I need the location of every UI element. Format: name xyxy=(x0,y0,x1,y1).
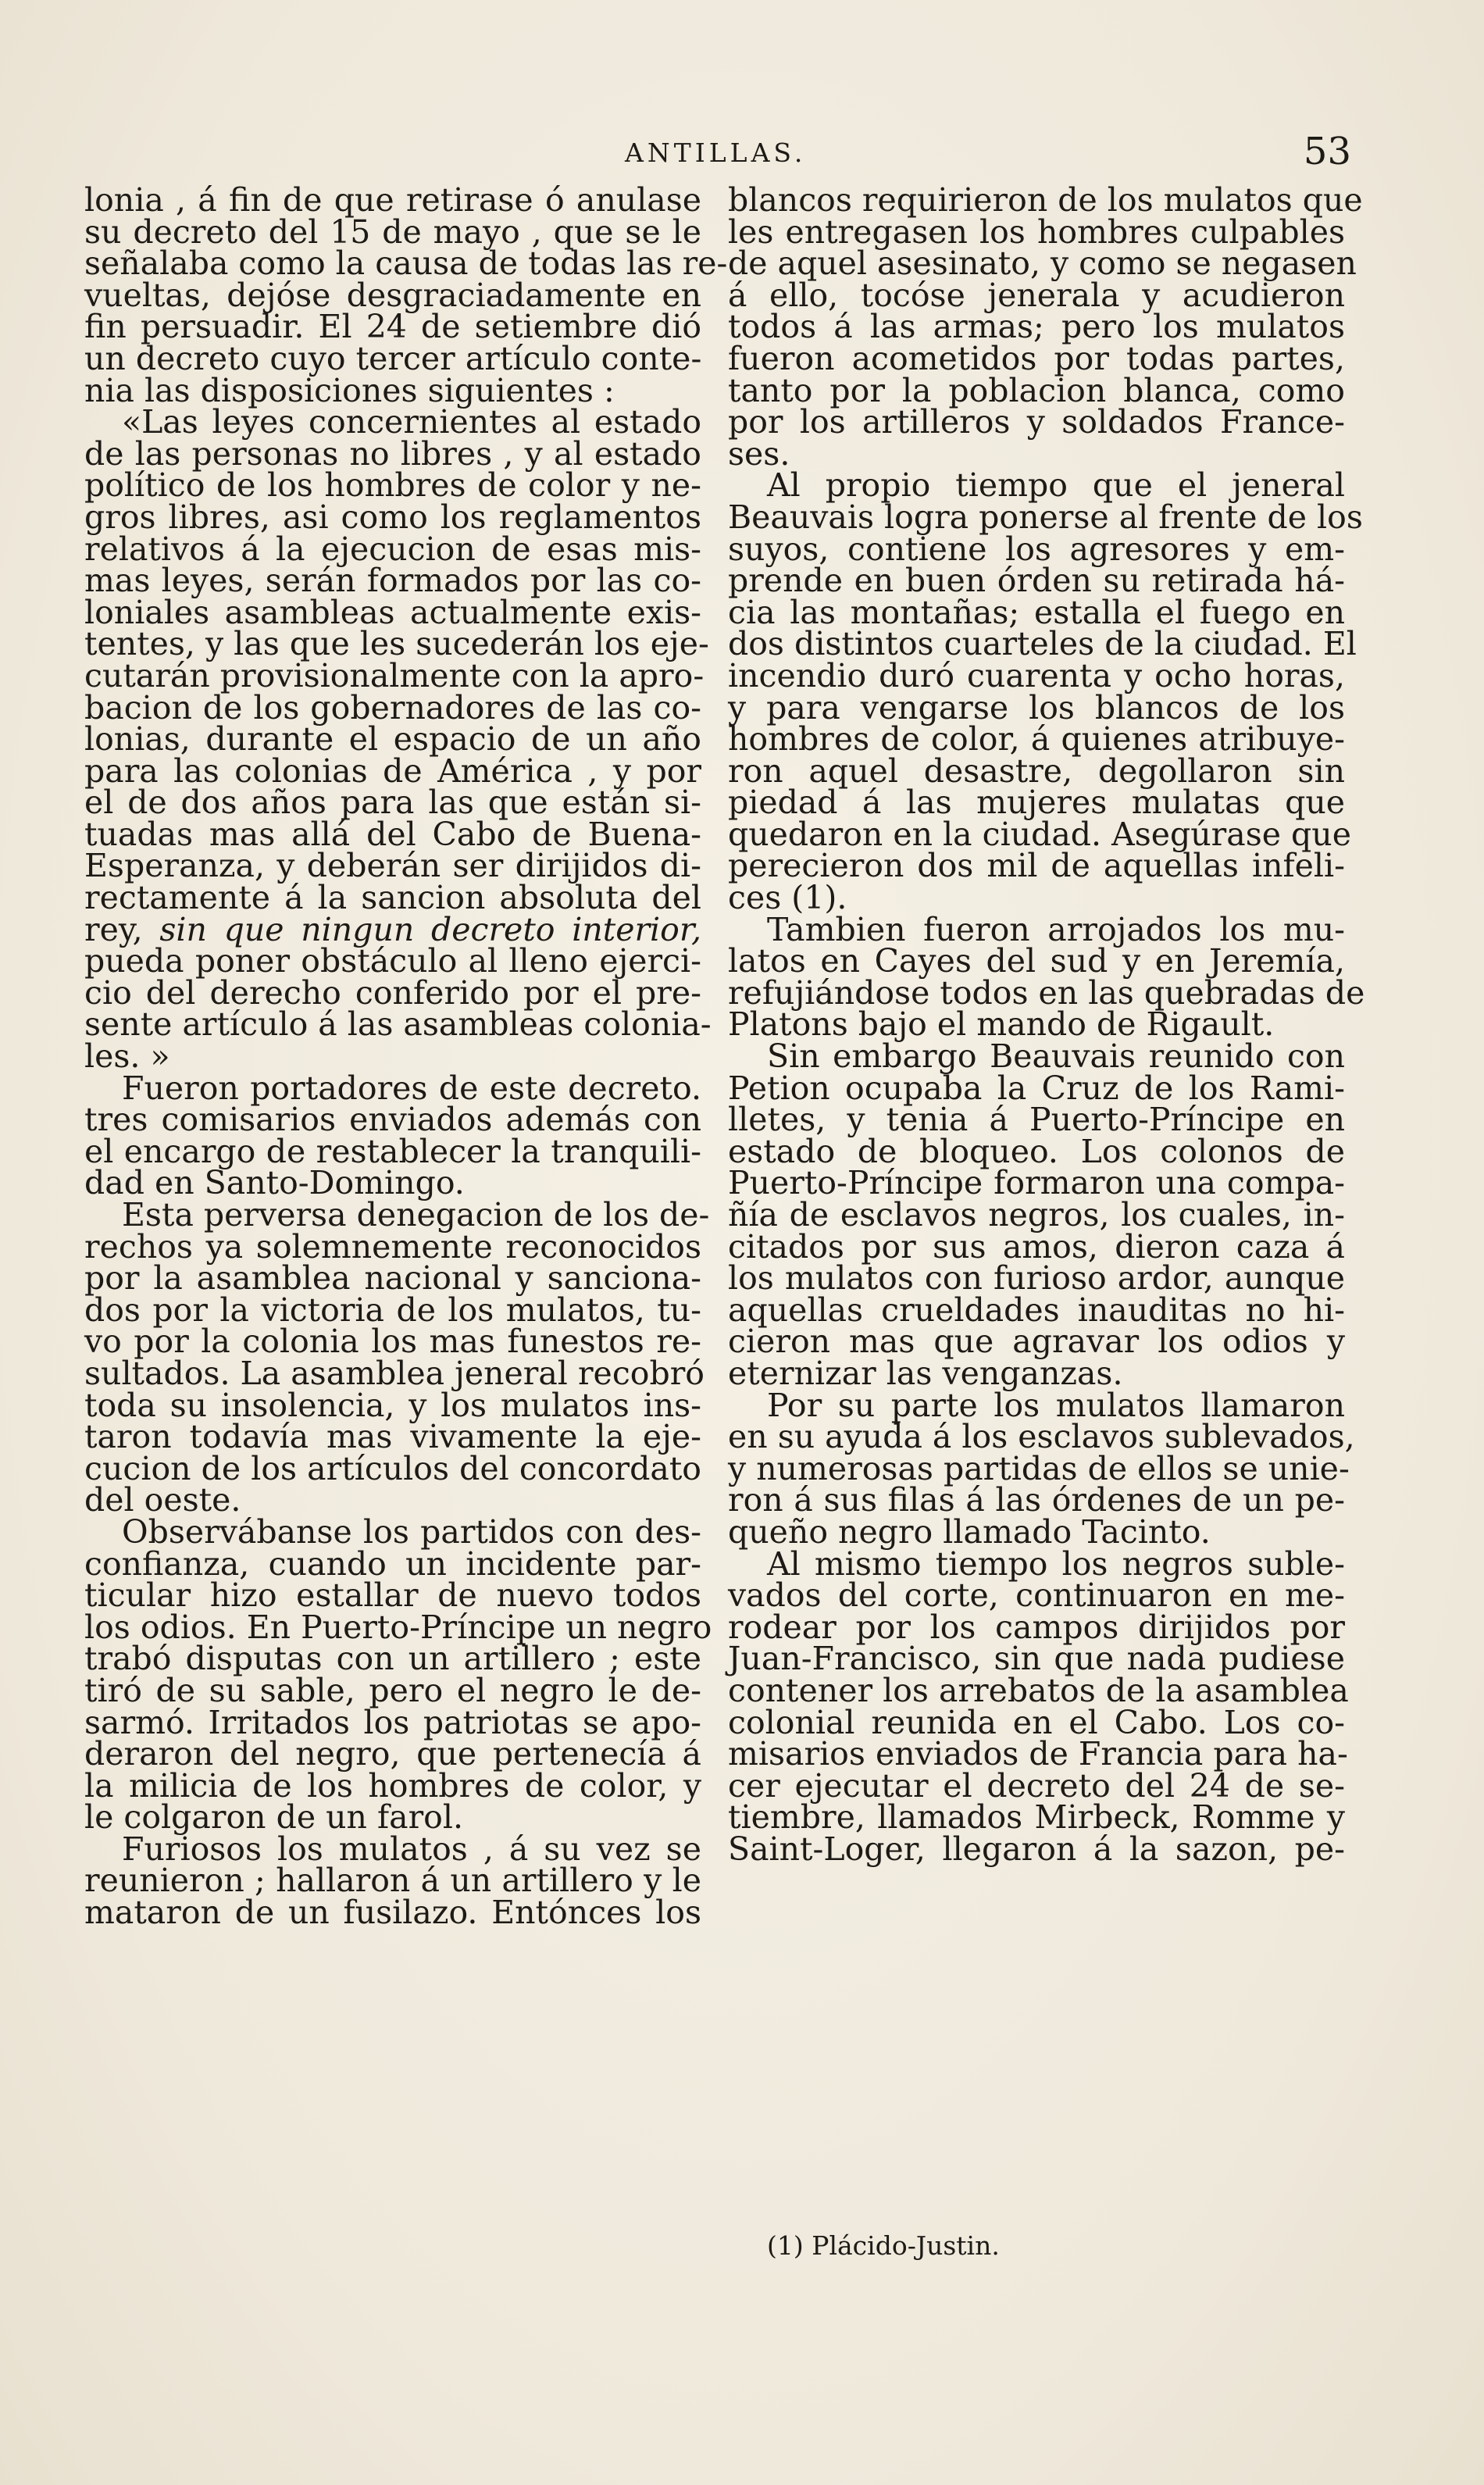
text-line: Furiosos los mulatos , á su vez se xyxy=(122,1830,701,1868)
page-header xyxy=(86,130,1367,180)
text-line: Por su parte los mulatos llamaron xyxy=(767,1386,1345,1424)
text-line: lonia , á fin de que retirase ó anulase xyxy=(84,181,701,219)
text-line: vueltas, dejóse desgraciadamente en xyxy=(84,276,701,314)
text-line: el encargo de restablecer la tranquili- xyxy=(84,1132,701,1170)
text-line: sultados. La asamblea jeneral recobró xyxy=(84,1354,705,1392)
text-line: Esta perversa denegacion de los de- xyxy=(122,1196,710,1234)
text-line: perecieron dos mil de aquellas infeli- xyxy=(728,847,1345,885)
text-line: ticular hizo estallar de nuevo todos xyxy=(84,1576,701,1615)
text-line: cio del derecho conferido por el pre- xyxy=(84,973,701,1012)
text-line: Observábanse los partidos con des- xyxy=(122,1512,701,1551)
text-line: Juan-Francisco, sin que nada pudiese xyxy=(728,1640,1345,1678)
text-line: para las colonias de América , y por xyxy=(84,752,701,790)
text-line: Tambien fueron arrojados los mu- xyxy=(767,910,1345,948)
text-line: latos en Cayes del sud y en Jeremía, xyxy=(728,942,1345,980)
text-line-with-italic xyxy=(84,910,701,948)
text-line: loniales asambleas actualmente exis- xyxy=(84,593,701,631)
text-line: cieron mas que agravar los odios y xyxy=(728,1323,1345,1361)
text-line: deraron del negro, que pertenecía á xyxy=(84,1735,701,1773)
text-line: reunieron ; hallaron á un artillero y le xyxy=(84,1862,701,1900)
text-line: y para vengarse los blancos de los xyxy=(728,688,1345,727)
text-line: cucion de los artículos del concordato xyxy=(84,1449,701,1487)
text-line: de las personas no libres , y al estado xyxy=(84,434,701,473)
page-number: 53 xyxy=(1303,130,1351,173)
running-head: ANTILLAS. xyxy=(625,137,807,168)
text-line: rechos ya solemnemente reconocidos xyxy=(84,1227,701,1266)
text-line: Beauvais logra ponerse al frente de los xyxy=(728,498,1363,536)
text-line: blancos requirieron de los mulatos que xyxy=(728,181,1363,219)
left-column xyxy=(84,181,728,1932)
text-line: Sin embargo Beauvais reunido con xyxy=(767,1037,1345,1076)
text-line: eternizar las venganzas. xyxy=(728,1354,1123,1392)
text-line: relativos á la ejecucion de esas mis- xyxy=(84,530,701,568)
text-line: en su ayuda á los esclavos sublevados, xyxy=(728,1418,1355,1456)
italic-phrase: sin que ningun decreto interior, xyxy=(159,910,701,948)
text-line: ces (1). xyxy=(728,879,847,917)
text-line: la milicia de los hombres de color, y xyxy=(84,1766,701,1805)
text-line: «Las leyes concernientes al estado xyxy=(122,403,701,441)
text-line: toda su insolencia, y los mulatos ins- xyxy=(84,1386,701,1424)
text-line: del oeste. xyxy=(84,1481,241,1519)
text-line: á ello, tocóse jenerala y acudieron xyxy=(728,276,1345,314)
text-line: por los artilleros y soldados France- xyxy=(728,403,1345,441)
text-line: sarmó. Irritados los patriotas se apo- xyxy=(84,1703,701,1741)
text-line: fueron acometidos por todas partes, xyxy=(728,339,1345,377)
text-line: suyos, contiene los agresores y em- xyxy=(728,530,1345,568)
text-line: les entregasen los hombres culpables xyxy=(728,212,1345,251)
text-line: cer ejecutar el decreto del 24 de se- xyxy=(728,1766,1345,1805)
text-line: Al propio tiempo que el jeneral xyxy=(767,466,1345,505)
text-line: tiró de su sable, pero el negro le de- xyxy=(84,1671,701,1709)
text-line: tanto por la poblacion blanca, como xyxy=(728,371,1345,409)
text-line: Fueron portadores de este decreto. xyxy=(122,1069,701,1107)
text-line: pueda poner obstáculo al lleno ejerci- xyxy=(84,942,701,980)
text-line: dos distintos cuarteles de la ciudad. El xyxy=(728,625,1357,663)
text-line: incendio duró cuarenta y ocho horas, xyxy=(728,656,1345,694)
text-line: señalaba como la causa de todas las re- xyxy=(84,245,728,283)
text-line: por la asamblea nacional y sanciona- xyxy=(84,1259,701,1298)
text-line: colonial reunida en el Cabo. Los co- xyxy=(728,1703,1345,1741)
text-line: tuadas mas allá del Cabo de Buena- xyxy=(84,815,701,853)
text-line: estado de bloqueo. Los colonos de xyxy=(728,1132,1345,1170)
text-line: misarios enviados de Francia para ha- xyxy=(728,1735,1348,1773)
text-line: quedaron en la ciudad. Asegúrase que xyxy=(728,815,1351,853)
text-line: mas leyes, serán formados por las co- xyxy=(84,562,701,600)
text-line: cia las montañas; estalla el fuego en xyxy=(728,593,1345,631)
text-line: tres comisarios enviados además con xyxy=(84,1101,701,1139)
text-line: Petion ocupaba la Cruz de los Rami- xyxy=(728,1069,1345,1107)
text-line: queño negro llamado Tacinto. xyxy=(728,1512,1211,1551)
text-line: los mulatos con furioso ardor, aunque xyxy=(728,1259,1345,1298)
text-line: tentes, y las que les sucederán los eje- xyxy=(84,625,709,663)
text-line: gros libres, asi como los reglamentos xyxy=(84,498,701,536)
text-line: Puerto-Príncipe formaron una compa- xyxy=(728,1164,1345,1202)
text-line: aquellas crueldades inauditas no hi- xyxy=(728,1291,1345,1329)
text-line: el de dos años para las que están si- xyxy=(84,784,701,822)
text-line: le colgaron de un farol. xyxy=(84,1798,464,1837)
text-line: ron aquel desastre, degollaron sin xyxy=(728,752,1345,790)
text-line: piedad á las mujeres mulatas que xyxy=(728,784,1345,822)
text-fragment: rey, xyxy=(84,910,143,948)
text-line: nia las disposiciones siguientes : xyxy=(84,371,615,409)
text-line: dad en Santo-Domingo. xyxy=(84,1164,465,1202)
text-line: taron todavía mas vivamente la eje- xyxy=(84,1418,701,1456)
text-line: Platons bajo el mando de Rigault. xyxy=(728,1005,1275,1044)
text-line: refujiándose todos en las quebradas de xyxy=(728,973,1365,1012)
text-line: trabó disputas con un artillero ; este xyxy=(84,1640,701,1678)
text-line: rectamente á la sancion absoluta del xyxy=(84,879,701,917)
text-line: de aquel asesinato, y como se negasen xyxy=(728,245,1357,283)
text-line: un decreto cuyo tercer artículo conte- xyxy=(84,339,702,377)
text-line: Esperanza, y deberán ser dirijidos di- xyxy=(84,847,701,885)
text-line: mataron de un fusilazo. Entónces los xyxy=(84,1894,701,1932)
text-line: lonias, durante el espacio de un año xyxy=(84,720,701,759)
text-line: citados por sus amos, dieron caza á xyxy=(728,1227,1345,1266)
text-line: político de los hombres de color y ne- xyxy=(84,466,701,505)
text-line: ses. xyxy=(728,434,790,473)
text-line: Saint-Loger, llegaron á la sazon, pe- xyxy=(728,1830,1345,1868)
text-line: contener los arrebatos de la asamblea xyxy=(728,1671,1349,1709)
text-line: todos á las armas; pero los mulatos xyxy=(728,308,1345,346)
text-line: cutarán provisionalmente con la apro- xyxy=(84,656,705,694)
text-line: y numerosas partidas de ellos se unie- xyxy=(728,1449,1350,1487)
text-line: ron á sus filas á las órdenes de un pe- xyxy=(728,1481,1345,1519)
text-line: ñía de esclavos negros, los cuales, in- xyxy=(728,1196,1345,1234)
text-line: su decreto del 15 de mayo , que se le xyxy=(84,212,701,251)
text-line: rodear por los campos dirijidos por xyxy=(728,1608,1345,1646)
text-line: tiembre, llamados Mirbeck, Romme y xyxy=(728,1798,1345,1837)
text-line: los odios. En Puerto-Príncipe un negro xyxy=(84,1608,712,1646)
footnote: (1) Plácido-Justin. xyxy=(767,2230,1000,2261)
text-line: dos por la victoria de los mulatos, tu- xyxy=(84,1291,701,1329)
text-line: vo por la colonia los mas funestos re- xyxy=(84,1323,701,1361)
text-line: lletes, y tenia á Puerto-Príncipe en xyxy=(728,1101,1345,1139)
text-line: prende en buen órden su retirada há- xyxy=(728,562,1345,600)
text-line: Al mismo tiempo los negros suble- xyxy=(767,1544,1345,1583)
text-line: bacion de los gobernadores de las co- xyxy=(84,688,701,727)
text-line: fin persuadir. El 24 de setiembre dió xyxy=(84,308,701,346)
text-line: confianza, cuando un incidente par- xyxy=(84,1544,701,1583)
text-line: les. » xyxy=(84,1037,170,1076)
right-column xyxy=(728,181,1365,1868)
text-line: hombres de color, á quienes atribuye- xyxy=(728,720,1345,759)
text-line: sente artículo á las asambleas colonia- xyxy=(84,1005,712,1044)
text-line: vados del corte, continuaron en me- xyxy=(728,1576,1345,1615)
